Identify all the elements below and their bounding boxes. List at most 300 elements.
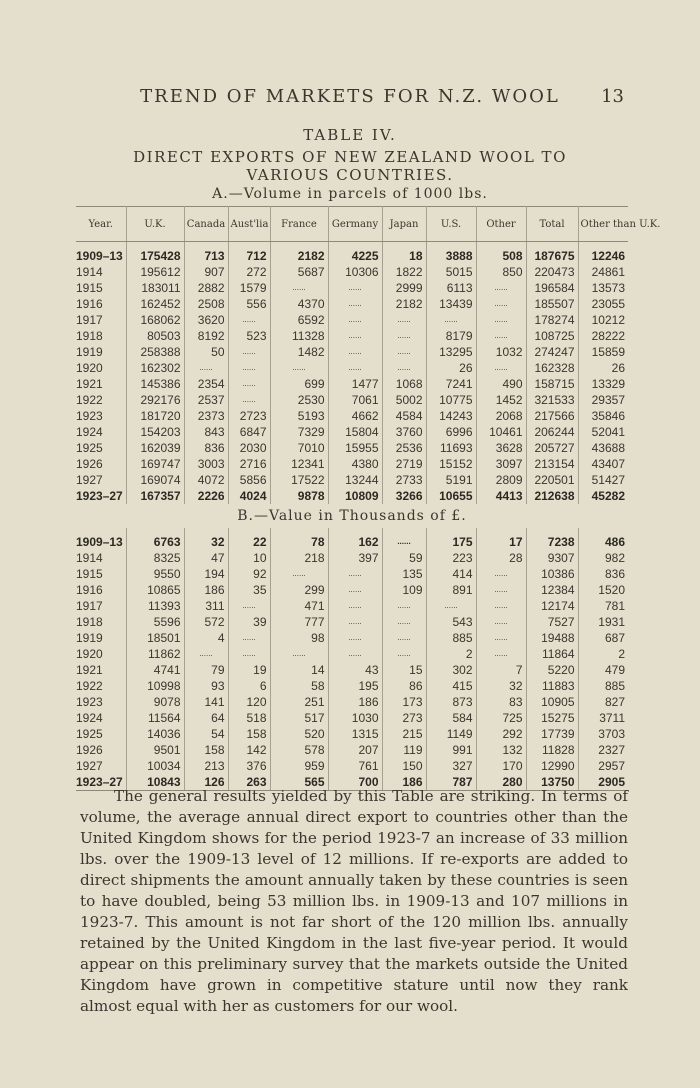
value-cell: 11693 (426, 440, 476, 456)
value-cell: 78 (270, 528, 328, 550)
table-row (76, 630, 628, 646)
value-cell: 397 (328, 550, 382, 566)
table-row (76, 456, 628, 472)
value-cell: 50 (184, 344, 228, 360)
value-cell: 1149 (426, 726, 476, 742)
value-cell: 6113 (426, 280, 476, 296)
value-cell: 578 (270, 742, 328, 758)
value-cell: 11864 (526, 646, 578, 662)
value-cell: 13439 (426, 296, 476, 312)
table-header-row (76, 207, 628, 242)
year-cell: 1918 (76, 328, 126, 344)
value-cell: ...... (270, 280, 328, 296)
value-cell: ...... (328, 360, 382, 376)
value-cell: 3760 (382, 424, 426, 440)
value-cell: 959 (270, 758, 328, 774)
value-cell: ...... (328, 598, 382, 614)
value-cell: 108725 (526, 328, 578, 344)
table-row (76, 528, 628, 550)
value-cell: 167357 (126, 488, 184, 504)
table-row (76, 328, 628, 344)
year-cell: 1921 (76, 376, 126, 392)
value-cell: ...... (476, 360, 526, 376)
table-row (76, 726, 628, 742)
year-cell: 1920 (76, 646, 126, 662)
value-cell: 4584 (382, 408, 426, 424)
value-cell: 2030 (228, 440, 270, 456)
value-cell: 4741 (126, 662, 184, 678)
value-cell: ...... (328, 280, 382, 296)
value-cell: 2 (426, 646, 476, 662)
section-a-title: A.—Volume in parcels of 1000 lbs. (212, 186, 488, 202)
value-cell: 51427 (591, 473, 625, 487)
value-cell: 508 (476, 242, 526, 265)
value-cell: ...... (328, 646, 382, 662)
value-cell: 272 (228, 264, 270, 280)
value-cell: 175 (426, 528, 476, 550)
value-cell: ...... (328, 312, 382, 328)
table-row (76, 376, 628, 392)
value-cell: 15152 (426, 456, 476, 472)
section-b-title: B.—Value in Thousands of £. (237, 508, 467, 524)
value-cell: 2882 (184, 280, 228, 296)
value-cell: ...... (270, 566, 328, 582)
value-cell: 991 (426, 742, 476, 758)
value-cell: 7061 (328, 392, 382, 408)
value-cell: 725 (476, 710, 526, 726)
value-cell: 982 (604, 551, 625, 565)
column-header: Japan (382, 207, 426, 242)
year-cell: 1922 (76, 392, 126, 408)
value-cell: 4380 (328, 456, 382, 472)
year-cell: 1926 (76, 456, 126, 472)
value-cell: 12246 (591, 249, 625, 263)
value-cell: 150 (382, 758, 426, 774)
value-cell: 5191 (426, 472, 476, 488)
value-cell: 572 (184, 614, 228, 630)
value-cell: 2508 (184, 296, 228, 312)
value-cell: ...... (476, 328, 526, 344)
value-cell: 9878 (270, 488, 328, 504)
value-cell: 119 (382, 742, 426, 758)
value-cell: 543 (426, 614, 476, 630)
value-cell: 35 (228, 582, 270, 598)
value-cell: 39 (228, 614, 270, 630)
table-row (76, 280, 628, 296)
value-cell: 3097 (476, 456, 526, 472)
value-cell: 11564 (126, 710, 184, 726)
value-cell: 205727 (526, 440, 578, 456)
value-cell: 158715 (526, 376, 578, 392)
value-cell: 327 (426, 758, 476, 774)
table-row (76, 614, 628, 630)
value-cell: ...... (228, 344, 270, 360)
value-cell: 9501 (126, 742, 184, 758)
value-cell: 26 (426, 360, 476, 376)
value-cell: 299 (270, 582, 328, 598)
value-cell: 836 (184, 440, 228, 456)
value-cell: 3888 (426, 242, 476, 265)
value-cell: ...... (382, 528, 426, 550)
year-cell: 1925 (76, 726, 126, 742)
value-cell: 9307 (526, 550, 578, 566)
value-cell: 5015 (426, 264, 476, 280)
table-subtitle: DIRECT EXPORTS OF NEW ZEALAND WOOL TO VARIOUS COUNTRIES. (133, 148, 567, 184)
value-cell: 10843 (126, 774, 184, 791)
value-cell: 11393 (126, 598, 184, 614)
value-cell: 120 (228, 694, 270, 710)
value-cell: 700 (328, 774, 382, 791)
value-cell: 218 (270, 550, 328, 566)
value-cell: 223 (426, 550, 476, 566)
table-row (76, 296, 628, 312)
value-cell: ...... (328, 296, 382, 312)
value-cell: 263 (228, 774, 270, 791)
value-cell: 175428 (126, 242, 184, 265)
value-cell: 584 (426, 710, 476, 726)
value-cell: 3703 (598, 727, 625, 741)
value-cell: ...... (476, 566, 526, 582)
year-cell: 1924 (76, 710, 126, 726)
value-cell: ...... (382, 630, 426, 646)
value-cell: 2182 (382, 296, 426, 312)
value-cell: 187675 (526, 242, 578, 265)
value-cell: ...... (476, 598, 526, 614)
value-cell: ...... (328, 630, 382, 646)
value-cell: ...... (228, 360, 270, 376)
value-cell: 43688 (591, 441, 625, 455)
value-cell: 145386 (126, 376, 184, 392)
column-header: France (270, 207, 328, 242)
year-cell: 1919 (76, 630, 126, 646)
value-cell: 4 (184, 630, 228, 646)
year-cell: 1924 (76, 424, 126, 440)
value-cell: 12341 (270, 456, 328, 472)
value-cell: 2354 (184, 376, 228, 392)
value-cell: 9078 (126, 694, 184, 710)
value-cell: 58 (270, 678, 328, 694)
value-cell: ...... (382, 312, 426, 328)
value-cell: ...... (382, 360, 426, 376)
column-header: Total (526, 207, 578, 242)
value-cell: 891 (426, 582, 476, 598)
value-cell: 7241 (426, 376, 476, 392)
value-cell: 3628 (476, 440, 526, 456)
table-row (76, 550, 628, 566)
value-cell: 10655 (426, 488, 476, 504)
value-cell: ...... (270, 360, 328, 376)
value-cell: 213 (184, 758, 228, 774)
value-cell: 185507 (526, 296, 578, 312)
value-cell: 132 (476, 742, 526, 758)
value-cell: 11328 (270, 328, 328, 344)
table-row (76, 360, 628, 376)
value-cell: ...... (476, 646, 526, 662)
value-cell: 23055 (591, 297, 625, 311)
value-cell: ...... (228, 376, 270, 392)
value-cell: 4370 (270, 296, 328, 312)
value-cell: 11862 (126, 646, 184, 662)
value-cell: ...... (476, 582, 526, 598)
wool-exports-table (76, 206, 661, 791)
value-cell: 523 (228, 328, 270, 344)
value-cell: 173 (382, 694, 426, 710)
table-row (76, 758, 628, 774)
value-cell: 302 (426, 662, 476, 678)
value-cell: 761 (328, 758, 382, 774)
value-cell: 10306 (328, 264, 382, 280)
value-cell: 26 (611, 361, 625, 375)
value-cell: 781 (604, 599, 625, 613)
column-header: Aust'lia (228, 207, 270, 242)
table-row (76, 646, 628, 662)
value-cell: 1030 (328, 710, 382, 726)
value-cell: 4024 (228, 488, 270, 504)
value-cell: 1452 (476, 392, 526, 408)
value-cell: 5596 (126, 614, 184, 630)
value-cell: ...... (382, 344, 426, 360)
value-cell: ...... (328, 566, 382, 582)
value-cell: 2999 (382, 280, 426, 296)
table-row (76, 742, 628, 758)
value-cell: 1520 (598, 583, 625, 597)
value-cell: 1315 (328, 726, 382, 742)
value-cell: 2536 (382, 440, 426, 456)
value-cell: 699 (270, 376, 328, 392)
value-cell: 15 (382, 662, 426, 678)
value-cell: ...... (382, 646, 426, 662)
value-cell: 321533 (526, 392, 578, 408)
value-cell: 52041 (591, 425, 625, 439)
year-cell: 1927 (76, 758, 126, 774)
value-cell: 59 (382, 550, 426, 566)
value-cell: 14243 (426, 408, 476, 424)
value-cell: 47 (184, 550, 228, 566)
value-cell: 8325 (126, 550, 184, 566)
value-cell: 15955 (328, 440, 382, 456)
year-cell: 1917 (76, 598, 126, 614)
table-title: TABLE IV. (303, 126, 397, 144)
table-row (76, 440, 628, 456)
value-cell: ...... (476, 312, 526, 328)
value-cell: 162452 (126, 296, 184, 312)
value-cell: 712 (228, 242, 270, 265)
value-cell: 43 (328, 662, 382, 678)
value-cell: 292176 (126, 392, 184, 408)
value-cell: 142 (228, 742, 270, 758)
value-cell: 1032 (476, 344, 526, 360)
value-cell: 181720 (126, 408, 184, 424)
value-cell: 162302 (126, 360, 184, 376)
year-cell: 1915 (76, 280, 126, 296)
value-cell: 2373 (184, 408, 228, 424)
value-cell: ...... (382, 598, 426, 614)
value-cell: 2182 (270, 242, 328, 265)
table-row (76, 312, 628, 328)
table-body (76, 242, 628, 791)
value-cell: ...... (228, 646, 270, 662)
value-cell: 43407 (591, 457, 625, 471)
value-cell: 195 (328, 678, 382, 694)
value-cell: 258388 (126, 344, 184, 360)
value-cell: 18 (382, 242, 426, 265)
value-cell: 19 (228, 662, 270, 678)
value-cell: 2719 (382, 456, 426, 472)
value-cell: 2537 (184, 392, 228, 408)
value-cell: 2905 (578, 774, 628, 791)
value-cell: 850 (476, 264, 526, 280)
value-cell: 1482 (270, 344, 328, 360)
table-row (76, 408, 628, 424)
table-row (76, 582, 628, 598)
value-cell: 9550 (126, 566, 184, 582)
value-cell: 186 (382, 774, 426, 791)
value-cell: 885 (604, 679, 625, 693)
value-cell: 274247 (526, 344, 578, 360)
value-cell: 186 (328, 694, 382, 710)
value-cell: 713 (184, 242, 228, 265)
value-cell: 490 (476, 376, 526, 392)
value-cell: 10809 (328, 488, 382, 504)
value-cell: 162039 (126, 440, 184, 456)
value-cell: 7010 (270, 440, 328, 456)
value-cell: 18501 (126, 630, 184, 646)
value-cell: 777 (270, 614, 328, 630)
value-cell: 86 (382, 678, 426, 694)
column-header: U.K. (126, 207, 184, 242)
value-cell: 17522 (270, 472, 328, 488)
value-cell: 28 (476, 550, 526, 566)
value-cell: 11828 (526, 742, 578, 758)
year-cell: 1921 (76, 662, 126, 678)
table-row (76, 598, 628, 614)
value-cell: 2068 (476, 408, 526, 424)
value-cell: 517 (270, 710, 328, 726)
value-cell: ...... (328, 344, 382, 360)
year-cell: 1916 (76, 296, 126, 312)
value-cell: 311 (184, 598, 228, 614)
value-cell: ...... (228, 630, 270, 646)
value-cell: 196584 (526, 280, 578, 296)
value-cell: ...... (228, 392, 270, 408)
column-header: Other (476, 207, 526, 242)
year-cell: 1923–27 (76, 488, 126, 504)
year-cell: 1922 (76, 678, 126, 694)
value-cell: ...... (426, 312, 476, 328)
value-cell: 518 (228, 710, 270, 726)
value-cell: ...... (184, 646, 228, 662)
value-cell: 183011 (126, 280, 184, 296)
column-header: Year. (76, 207, 126, 242)
value-cell: 13329 (591, 377, 625, 391)
year-cell: 1914 (76, 264, 126, 280)
value-cell: 158 (228, 726, 270, 742)
value-cell: 217566 (526, 408, 578, 424)
value-cell: 520 (270, 726, 328, 742)
value-cell: 10461 (476, 424, 526, 440)
paragraph-text: The general results yielded by this Table are striking. In terms of volume, the average annual direct export to countries other than the United Kingdom shows for the period 1923-7 an increase of 33 million lbs. over the 1909-13 level of 12 millions. If re-exports are added to direct shipments the amount annually taken by these countries is seen to have doubled, being 53 million lbs. in 1909-13 and 107 millions in 1923-7. This amount is not far short of the 120 million lbs. annually retained by the United Kingdom in the last five-year period. It would appear on this preliminary survey that the markets outside the United Kingdom have grown in competitive stature until now they rank almost equal with her as customers for our wool. (80, 787, 628, 1015)
value-cell: 17 (476, 528, 526, 550)
value-cell: 35846 (591, 409, 625, 423)
value-cell: 213154 (526, 456, 578, 472)
value-cell: 6763 (126, 528, 184, 550)
value-cell: 3266 (382, 488, 426, 504)
value-cell: 19488 (526, 630, 578, 646)
section-b-row (76, 504, 628, 528)
table-row (76, 488, 628, 504)
value-cell: 12174 (526, 598, 578, 614)
body-paragraph (80, 786, 628, 1017)
value-cell: 17739 (526, 726, 578, 742)
value-cell: 158 (184, 742, 228, 758)
value-cell: 169074 (126, 472, 184, 488)
value-cell: 1931 (598, 615, 625, 629)
value-cell: 6592 (270, 312, 328, 328)
value-cell: 4413 (476, 488, 526, 504)
value-cell: 7238 (526, 528, 578, 550)
value-cell: 92 (228, 566, 270, 582)
value-cell: 170 (476, 758, 526, 774)
value-cell: ...... (228, 312, 270, 328)
value-cell: ...... (476, 630, 526, 646)
year-cell: 1919 (76, 344, 126, 360)
value-cell: 5193 (270, 408, 328, 424)
value-cell: 15804 (328, 424, 382, 440)
value-cell: 7 (476, 662, 526, 678)
value-cell: 7527 (526, 614, 578, 630)
value-cell: 2226 (184, 488, 228, 504)
year-cell: 1925 (76, 440, 126, 456)
value-cell: 45282 (591, 489, 625, 503)
value-cell: 220501 (526, 472, 578, 488)
value-cell: 4072 (184, 472, 228, 488)
value-cell: 5002 (382, 392, 426, 408)
value-cell: 471 (270, 598, 328, 614)
value-cell: 2809 (476, 472, 526, 488)
value-cell: 215 (382, 726, 426, 742)
value-cell: 195612 (126, 264, 184, 280)
value-cell: 11883 (526, 678, 578, 694)
value-cell: 4662 (328, 408, 382, 424)
column-header: Germany (328, 207, 382, 242)
value-cell: 13295 (426, 344, 476, 360)
value-cell: 212638 (526, 488, 578, 504)
value-cell: 109 (382, 582, 426, 598)
column-header: U.S. (426, 207, 476, 242)
value-cell: 14 (270, 662, 328, 678)
table-row (76, 344, 628, 360)
column-header: Other than U.K. (578, 207, 628, 242)
value-cell: 178274 (526, 312, 578, 328)
value-cell: 141 (184, 694, 228, 710)
table-row (76, 662, 628, 678)
value-cell: 169747 (126, 456, 184, 472)
year-cell: 1923 (76, 694, 126, 710)
value-cell: 885 (426, 630, 476, 646)
table-row (76, 242, 628, 265)
value-cell: 787 (426, 774, 476, 791)
value-cell: 687 (604, 631, 625, 645)
value-cell: 5220 (526, 662, 578, 678)
value-cell: 186 (184, 582, 228, 598)
value-cell: 98 (270, 630, 328, 646)
value-cell: 10386 (526, 566, 578, 582)
value-cell: 479 (604, 663, 625, 677)
year-cell: 1914 (76, 550, 126, 566)
value-cell: 2733 (382, 472, 426, 488)
value-cell: 162328 (526, 360, 578, 376)
value-cell: 2723 (228, 408, 270, 424)
